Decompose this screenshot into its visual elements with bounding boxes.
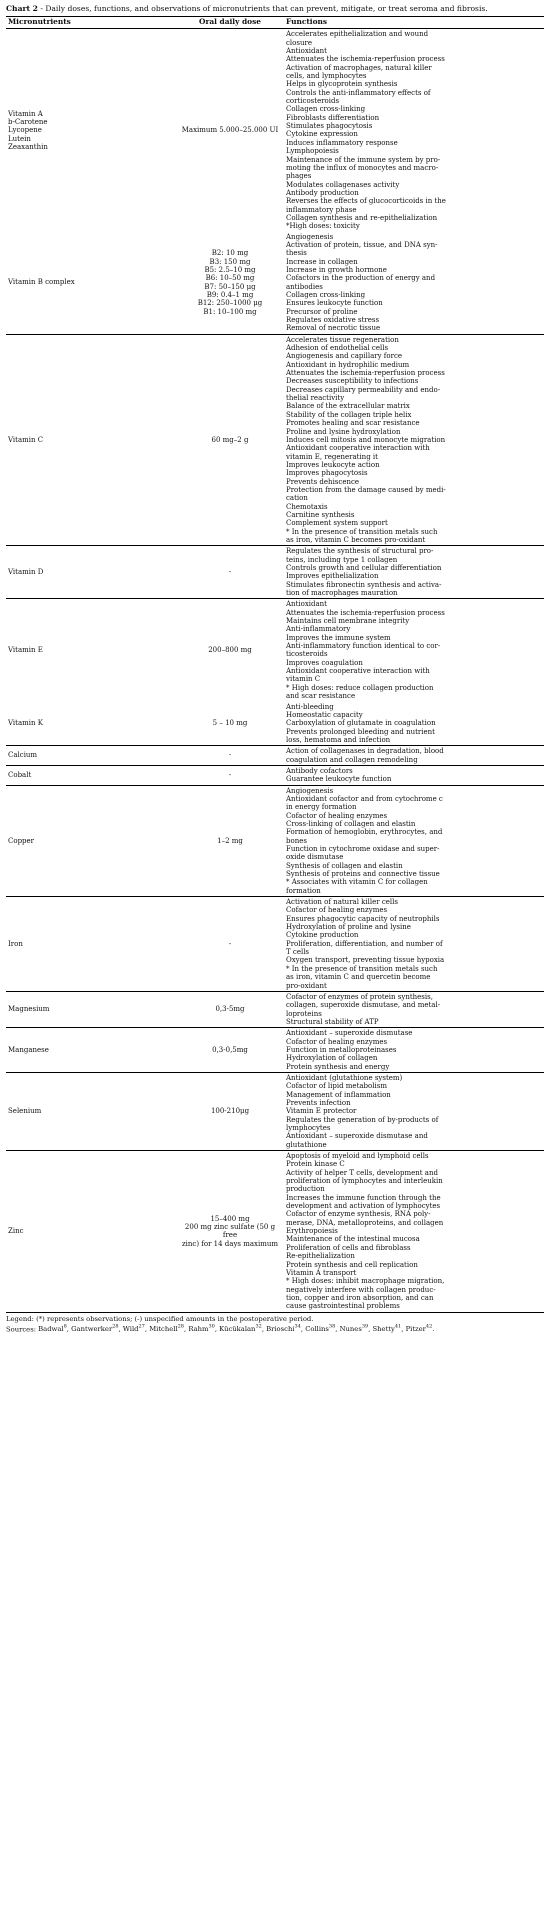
micronutrient-name-cell — [6, 599, 176, 702]
function-line: Prevents dehiscence — [286, 477, 360, 486]
function-line: Increase in collagen — [286, 257, 358, 266]
function-line: Function in cytochrome oxidase and super- — [286, 845, 440, 853]
function-line: and scar resistance — [286, 692, 356, 701]
function-line: Anti-bleeding — [286, 702, 334, 711]
function-line: Cofactor of lipid metabolism — [286, 1082, 387, 1091]
header-oral-daily-dose: Oral daily dose — [176, 17, 284, 29]
table-row — [6, 232, 544, 335]
function-line: Cofactor of enzyme synthesis, RNA poly- — [286, 1210, 431, 1219]
function-line: Ensures phagocytic capacity of neutrophils — [286, 914, 440, 923]
micronutrient-name: Vitamin D — [8, 568, 44, 577]
function-line: Improves the immune system — [286, 633, 391, 642]
function-line: * In the presence of transition metals such — [286, 527, 438, 536]
micronutrient-table — [6, 16, 544, 1313]
function-line: Cofactor of healing enzymes — [286, 1037, 388, 1046]
source-ref: 28 — [112, 1323, 119, 1330]
function-line: Controls the anti-inflammatory effects of — [286, 88, 431, 97]
micronutrient-name: Lutein — [8, 134, 31, 143]
function-line: Management of inflammation — [286, 1090, 391, 1099]
functions-cell — [284, 546, 544, 599]
function-line: lymphocytes — [286, 1124, 331, 1132]
function-line: Removal of necrotic tissue — [286, 324, 381, 333]
dose-value: 200–800 mg — [208, 646, 252, 655]
micronutrient-name-cell — [6, 991, 176, 1027]
functions-cell — [284, 232, 544, 335]
source-name: Rahm — [188, 1324, 209, 1333]
oral-daily-dose-cell — [176, 897, 284, 992]
function-line: Chemotaxis — [286, 502, 328, 511]
sources-line — [6, 1323, 544, 1333]
table-row — [6, 765, 544, 785]
micronutrient-name: Manganese — [8, 1045, 49, 1054]
micronutrient-name: Vitamin B complex — [8, 278, 75, 287]
dose-value: zinc) for 14 days maximum — [181, 1239, 279, 1248]
function-line: Activity of helper T cells, development and — [286, 1168, 438, 1177]
table-row — [6, 599, 544, 702]
function-line: collagen, superoxide dismutase, and metal- — [286, 1001, 441, 1010]
functions-cell — [284, 1151, 544, 1313]
function-line: * Associates with vitamin C for collagen — [286, 878, 428, 887]
functions-cell — [284, 1072, 544, 1150]
dose-value: B5: 2.5–10 mg — [204, 265, 256, 274]
table-row — [6, 991, 544, 1027]
function-line: Induces cell mitosis and monocyte migration — [286, 435, 446, 444]
dose-value: 15–400 mg — [210, 1214, 250, 1223]
dose-value: 200 mg zinc sulfate (50 g free — [184, 1222, 276, 1240]
functions-cell — [284, 599, 544, 702]
source-ref: 30 — [208, 1323, 215, 1330]
function-line: Antioxidant (glutathione system) — [286, 1073, 403, 1082]
oral-daily-dose-cell — [176, 1028, 284, 1073]
table-legend — [6, 1315, 544, 1333]
functions-cell — [284, 746, 544, 766]
dose-value: B1: 10–100 mg — [203, 307, 257, 316]
functions-cell — [284, 785, 544, 896]
function-line: Vitamin E protector — [286, 1107, 357, 1116]
chart-title-text: - Daily doses, functions, and observations of micronutrients that can prevent, mitigate, or treat seroma and fibrosis. — [37, 4, 488, 13]
function-line: Proliferation, differentiation, and number of — [286, 939, 443, 948]
dose-value: 0,3-5mg — [215, 1005, 245, 1014]
function-line: Maintenance of the intestinal mucosa — [286, 1235, 420, 1244]
function-line: Precursor of proline — [286, 307, 358, 316]
function-line: * In the presence of transition metals such — [286, 964, 438, 973]
function-line: Stimulates fibronectin synthesis and activa- — [286, 580, 442, 589]
source-ref: 38 — [328, 1323, 336, 1330]
function-line: production — [286, 1185, 325, 1194]
micronutrient-name: Vitamin A — [8, 109, 43, 118]
micronutrient-name-cell — [6, 1151, 176, 1313]
source-name: Mitchell — [149, 1324, 178, 1333]
function-line: Cytokine production — [286, 931, 359, 940]
micronutrient-name: Magnesium — [8, 1005, 50, 1014]
function-line: Formation of hemoglobin, erythrocytes, and — [286, 828, 443, 837]
source-ref: 32 — [255, 1323, 262, 1330]
function-line: Angiogenesis — [286, 786, 334, 795]
micronutrient-name: Zeaxanthin — [8, 142, 48, 151]
function-line: Increase in growth hormone — [286, 265, 387, 274]
function-line: Protein synthesis and cell replication — [286, 1260, 418, 1269]
chart-title — [6, 4, 544, 13]
oral-daily-dose-cell — [176, 546, 284, 599]
table-header-row — [6, 17, 544, 29]
source-name: Gantwerker — [71, 1324, 113, 1333]
micronutrient-name-cell — [6, 897, 176, 992]
function-line: development and activation of lymphocytes — [286, 1202, 441, 1211]
micronutrient-name: Cobalt — [8, 771, 32, 780]
dose-value: B2: 10 mg — [211, 249, 249, 258]
function-line: closure — [286, 38, 312, 47]
function-line: * High doses: reduce collagen production — [286, 683, 434, 692]
function-line: Structural stability of ATP — [286, 1017, 379, 1026]
function-line: Collagen cross-linking — [286, 105, 366, 114]
oral-daily-dose-cell — [176, 746, 284, 766]
function-line: Controls growth and cellular differentiation — [286, 564, 442, 572]
function-line: Function in metalloproteinases — [286, 1045, 397, 1054]
source-ref: 27 — [138, 1323, 145, 1330]
function-line: cells, and lymphocytes — [286, 72, 367, 81]
function-line: Maintenance of the immune system by pro- — [286, 155, 441, 164]
function-line: Angiogenesis — [286, 232, 334, 241]
function-line: Synthesis of collagen and elastin — [286, 861, 403, 870]
function-line: Decreases susceptibility to infections — [286, 377, 419, 386]
micronutrient-name-cell — [6, 334, 176, 546]
micronutrient-name-cell — [6, 29, 176, 232]
micronutrient-name-cell — [6, 1072, 176, 1150]
function-line: vitamin C — [286, 675, 321, 684]
function-line: Antioxidant — [286, 47, 327, 56]
function-line: Promotes healing and scar resistance — [286, 419, 420, 428]
dose-value: 5 – 10 mg — [212, 719, 248, 728]
source-name: Nunes — [339, 1324, 362, 1333]
function-line: Anti-inflammatory function identical to cor- — [286, 642, 441, 651]
function-line: coagulation and collagen remodeling — [286, 755, 418, 764]
function-line: Cofactor of healing enzymes — [286, 811, 388, 820]
micronutrient-name-cell — [6, 702, 176, 746]
function-line: T cells — [286, 948, 310, 957]
function-line: Antioxidant cooperative interaction with — [286, 444, 430, 453]
function-line: Guarantee leukocyte function — [286, 775, 392, 784]
source-name: Shetty — [372, 1324, 395, 1333]
function-line: Regulates oxidative stress — [286, 316, 380, 325]
function-line: Hydroxylation of proline and lysine — [286, 923, 411, 932]
dose-value: B7: 50–150 μg — [204, 282, 256, 291]
oral-daily-dose-cell — [176, 991, 284, 1027]
function-line: Carnitine synthesis — [286, 510, 355, 519]
dose-value: B12: 250–1000 μg — [197, 299, 263, 308]
micronutrient-name: Vitamin K — [8, 719, 43, 728]
source-ref: 8 — [63, 1323, 67, 1330]
source-name: Kücükalan — [219, 1324, 256, 1333]
dose-value: 0,3-0,5mg — [212, 1045, 248, 1054]
function-line: Accelerates epithelialization and wound — [286, 30, 429, 39]
function-line: Oxygen transport, preventing tissue hypoxia — [286, 956, 445, 965]
function-line: Antioxidant in hydrophilic medium — [286, 360, 410, 369]
table-row — [6, 746, 544, 766]
header-functions: Functions — [284, 17, 544, 29]
function-line: Cytokine expression — [286, 130, 358, 139]
function-line: Improves phagocytosis — [286, 469, 368, 478]
source-ref: 41 — [394, 1323, 402, 1330]
function-line: Adhesion of endothelial cells — [286, 344, 389, 353]
header-micronutrients: Micronutrients — [6, 17, 176, 29]
source-ref: 34 — [294, 1323, 301, 1330]
functions-cell — [284, 702, 544, 746]
function-line: Accelerates tissue regeneration — [286, 335, 399, 344]
micronutrient-name: b-Carotene — [8, 117, 48, 126]
micronutrient-name: Copper — [8, 836, 35, 845]
function-line: Apoptosis of myeloid and lymphoid cells — [286, 1152, 429, 1161]
function-line: teins, including type 1 collagen — [286, 555, 398, 564]
function-line: Stability of the collagen triple helix — [286, 410, 412, 419]
dose-value: - — [228, 751, 232, 760]
function-line: antibodies — [286, 282, 323, 291]
micronutrient-name: Calcium — [8, 751, 38, 760]
function-line: inflammatory phase — [286, 205, 357, 214]
function-line: Stimulates phagocytosis — [286, 122, 373, 131]
function-line: Prevents prolonged bleeding and nutrient — [286, 727, 435, 736]
function-line: Induces inflammatory response — [286, 138, 398, 147]
function-line: loproteins — [286, 1009, 322, 1018]
micronutrient-name: Zinc — [8, 1227, 24, 1236]
legend-text: Legend: (*) represents observations; (-) unspecified amounts in the postoperative period. — [6, 1314, 314, 1323]
table-row — [6, 1072, 544, 1150]
oral-daily-dose-cell — [176, 765, 284, 785]
function-line: Improves coagulation — [286, 658, 363, 667]
function-line: tion, copper and iron absorption, and can — [286, 1293, 434, 1302]
function-line: corticosteroids — [286, 97, 340, 106]
functions-cell — [284, 765, 544, 785]
micronutrient-name-cell — [6, 1028, 176, 1073]
dose-value: B9: 0.4–1 mg — [206, 291, 254, 299]
function-line: Homeostatic capacity — [286, 710, 363, 719]
function-line: glutathione — [286, 1140, 327, 1149]
function-line: Proliferation of cells and fibroblass — [286, 1243, 411, 1252]
micronutrient-name: Selenium — [8, 1107, 42, 1116]
source-ref: 42 — [425, 1323, 433, 1330]
oral-daily-dose-cell — [176, 702, 284, 746]
dose-value: - — [228, 568, 232, 577]
function-line: Regulates the generation of by-products of — [286, 1115, 439, 1124]
function-line: Modulates collagenases activity — [286, 180, 400, 189]
table-row — [6, 785, 544, 896]
function-line: Attenuates the ischemia-reperfusion process — [286, 55, 445, 64]
function-line: as iron, vitamin C and quercetin become — [286, 973, 431, 982]
micronutrient-name-cell — [6, 785, 176, 896]
function-line: Antioxidant cooperative interaction with — [286, 667, 430, 676]
source-name: Brioschi — [266, 1324, 295, 1333]
oral-daily-dose-cell — [176, 1072, 284, 1150]
function-line: Antioxidant – superoxide dismutase and — [286, 1132, 428, 1141]
function-line: Antioxidant – superoxide dismutase — [286, 1029, 413, 1038]
dose-value: Maximum 5.000–25.000 UI — [181, 126, 279, 135]
micronutrient-name-cell — [6, 765, 176, 785]
function-line: formation — [286, 886, 321, 895]
function-line: Protein synthesis and energy — [286, 1062, 390, 1071]
function-line: Collagen synthesis and re-epithelialization — [286, 213, 438, 222]
function-line: Activation of protein, tissue, and DNA syn- — [286, 240, 438, 249]
function-line: vitamin E, regenerating it — [286, 452, 378, 461]
function-line: Collagen cross-linking — [286, 291, 366, 299]
function-line: Hydroxylation of collagen — [286, 1054, 378, 1063]
function-line: as iron, vitamin C becomes pro-oxidant — [286, 535, 426, 544]
function-line: Carboxylation of glutamate in coagulation — [286, 719, 436, 728]
micronutrient-name: Iron — [8, 939, 23, 948]
function-line: Antioxidant — [286, 600, 327, 609]
function-line: * High doses: inhibit macrophage migration, — [286, 1277, 445, 1286]
function-line: tion of macrophages mauration — [286, 589, 398, 598]
function-line: Increases the immune function through the — [286, 1193, 441, 1202]
functions-cell — [284, 1028, 544, 1073]
functions-cell — [284, 334, 544, 546]
function-line: Regulates the synthesis of structural pro- — [286, 547, 434, 556]
function-line: Balance of the extracellular matrix — [286, 402, 410, 411]
function-line: Lymphopoiesis — [286, 147, 339, 156]
function-line: Prevents infection — [286, 1098, 351, 1107]
function-line: pro-oxidant — [286, 981, 327, 990]
oral-daily-dose-cell — [176, 1151, 284, 1313]
source-name: Collins — [305, 1324, 329, 1333]
function-line: Helps in glycoprotein synthesis — [286, 80, 398, 89]
function-line: moting the influx of monocytes and macro- — [286, 163, 439, 172]
function-line: Cofactors in the production of energy and — [286, 274, 436, 283]
source-ref: 39 — [361, 1323, 369, 1330]
functions-cell — [284, 991, 544, 1027]
function-line: Antibody production — [286, 188, 359, 197]
function-line: Fibroblasts differentiation — [286, 113, 380, 122]
function-line: Ensures leukocyte function — [286, 299, 383, 308]
function-line: Synthesis of proteins and connective tissue — [286, 870, 440, 879]
function-line: Decreases capillary permeability and endo- — [286, 385, 441, 394]
table-row — [6, 1151, 544, 1313]
function-line: Cofactor of healing enzymes — [286, 906, 388, 915]
oral-daily-dose-cell — [176, 334, 284, 546]
function-line: Cofactor of enzymes of protein synthesis, — [286, 992, 433, 1001]
function-line: loss, hematoma and infection — [286, 735, 391, 744]
function-line: ticosteroids — [286, 650, 328, 659]
micronutrient-name-cell — [6, 232, 176, 335]
table-row — [6, 546, 544, 599]
function-line: Improves leukocyte action — [286, 460, 380, 469]
function-line: *High doses: toxicity — [286, 222, 360, 231]
function-line: Angiogenesis and capillary force — [286, 352, 403, 361]
micronutrient-name: Vitamin E — [8, 646, 43, 655]
chart-title-label: Chart 2 — [6, 4, 38, 13]
function-line: Vitamin A transport — [286, 1268, 357, 1277]
dose-value: - — [228, 771, 232, 780]
function-line: Cross-linking of collagen and elastin — [286, 819, 416, 828]
oral-daily-dose-cell — [176, 29, 284, 232]
dose-value: B3: 150 mg — [209, 257, 251, 266]
functions-cell — [284, 29, 544, 232]
sources-label: Sources: — [6, 1324, 39, 1333]
function-line: merase, DNA, metalloproteins, and collagen — [286, 1218, 444, 1227]
table-row — [6, 1028, 544, 1073]
table-row — [6, 702, 544, 746]
function-line: Anti-inflammatory — [286, 625, 351, 634]
function-line: Reverses the effects of glucocorticoids in the — [286, 197, 446, 206]
function-line: Proline and lysine hydroxylation — [286, 427, 401, 436]
source-ref: 28 — [177, 1323, 184, 1330]
dose-value: B6: 10–50 mg — [205, 274, 255, 283]
table-row — [6, 334, 544, 546]
dose-value: 100-210μg — [210, 1107, 250, 1116]
dose-value: 1–2 mg — [217, 836, 243, 845]
sources-list: Badwal$^8$, Gantwerker$^{28}$, Wild$^{27}$, Mitchell$^{28}$, Rahm$^{30}$, Kücükalan$^{32}$, Brioschi$^{34}$, Collins$^{38}$, Nunes$^{39}$, Shetty$^{41}$, Pitzer$^{42}$. — [38, 1323, 435, 1333]
function-line: Activation of macrophages, natural killer — [286, 63, 432, 72]
function-line: cause gastrointestinal problems — [286, 1302, 400, 1311]
function-line: Complement system support — [286, 519, 388, 528]
function-line: Maintains cell membrane integrity — [286, 617, 410, 626]
function-line: in energy formation — [286, 803, 357, 812]
function-line: bones — [286, 836, 307, 845]
table-body — [6, 29, 544, 1312]
function-line: Improves epithelialization — [286, 572, 379, 581]
micronutrient-name: Vitamin C — [8, 435, 44, 444]
function-line: thesis — [286, 249, 307, 258]
function-line: oxide dismutase — [286, 853, 344, 862]
function-line: Activation of natural killer cells — [286, 898, 398, 907]
function-line: cation — [286, 494, 308, 503]
micronutrient-name-cell — [6, 546, 176, 599]
source-name: Badwal — [38, 1324, 64, 1333]
function-line: Attenuates the ischemia-reperfusion process — [286, 369, 445, 378]
function-line: Antioxidant cofactor and from cytochrome c — [286, 794, 443, 803]
oral-daily-dose-cell — [176, 232, 284, 335]
oral-daily-dose-cell — [176, 599, 284, 702]
oral-daily-dose-cell — [176, 785, 284, 896]
function-line: Antibody cofactors — [286, 766, 353, 775]
source-name: Wild — [122, 1324, 139, 1333]
function-line: thelial reactivity — [286, 394, 345, 403]
dose-value: 60 mg–2 g — [211, 435, 249, 444]
table-row — [6, 29, 544, 232]
function-line: phages — [286, 172, 312, 181]
dose-value: - — [228, 939, 232, 948]
micronutrient-name: Lycopene — [8, 126, 42, 135]
function-line: Erythropoiesis — [286, 1227, 338, 1236]
micronutrient-name-cell — [6, 746, 176, 766]
function-line: Action of collagenases in degradation, blood — [286, 747, 444, 756]
table-row — [6, 897, 544, 992]
function-line: Protein kinase C — [286, 1160, 345, 1169]
function-line: negatively interfere with collagen produc- — [286, 1285, 436, 1294]
functions-cell — [284, 897, 544, 992]
function-line: Attenuates the ischemia-reperfusion process — [286, 608, 445, 617]
function-line: proliferation of lymphocytes and interleukin — [286, 1177, 443, 1186]
function-line: Protection from the damage caused by medi- — [286, 485, 446, 494]
function-line: Re-epithelialization — [286, 1252, 355, 1261]
source-name: Pitzer — [405, 1324, 426, 1333]
